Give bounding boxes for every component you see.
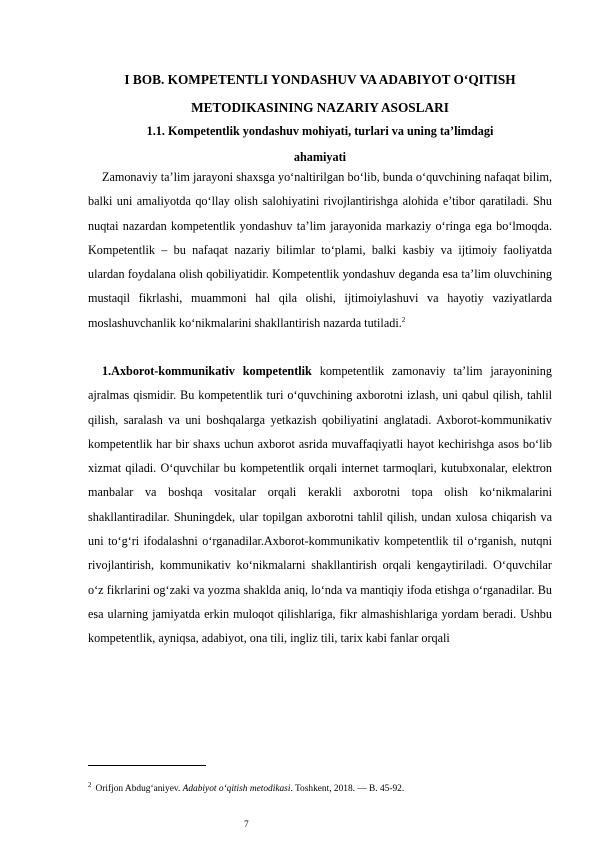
page-number: 7 bbox=[244, 820, 249, 830]
footnote-reference[interactable]: 2 bbox=[401, 315, 406, 324]
competence-term: 1.Axborot-kommunikativ kompetentlik bbox=[102, 364, 312, 378]
section-title bbox=[88, 118, 552, 170]
paragraph-intro-text: Zamonaviy ta’lim jarayoni shaxsga yo‘naltirilgan bo‘lib, bunda o‘quvchining nafaqat bilim, balki uni amaliyotda qo‘llay olish salohiyatini rivojlantirishga alohida e’tibor qaratiladi. Shu nuqtai nazardan kompetentlik yondashuv ta’lim jarayonida markaziy o‘ringa ega bo‘lmoqda. Kompetentlik – bu nafaqat nazariy bilimlar to‘plami, balki kasbiy va ijtimoiy faoliyatda ulardan foydalana olish qobiliyatidir. Kompetentlik yondashuv deganda esa ta’lim oluvchining mustaqil fikrlashi, muammoni hal qila olishi, ijtimoiylashuvi va hayotiy vaziyatlarda moslashuvchanlik ko‘nikmalarini shakllantirish nazarda tutiladi. bbox=[88, 170, 552, 330]
section-title-line1: 1.1. Kompetentlik yondashuv mohiyati, turlari va uning ta’limdagi bbox=[146, 124, 494, 138]
footnote-number: 2 bbox=[88, 780, 92, 789]
footnote-divider bbox=[88, 765, 206, 766]
footnote-details: . Toshkent, 2018. — B. 45-92. bbox=[290, 784, 405, 794]
footnote-author: Orifjon Abdug‘aniyev. bbox=[95, 784, 181, 794]
section-title-line2: ahamiyati bbox=[293, 150, 347, 164]
chapter-title bbox=[88, 66, 552, 122]
paragraph-competence bbox=[88, 359, 552, 651]
paragraph-competence-text: kompetentlik zamonaviy ta’lim jarayonining ajralmas qismidir. Bu kompetentlik turi o‘quvchining axborotni izlash, uni qabul qilish, tahlil qilish, saralash va uni boshqalarga yetkazish qobiliyatini anglatadi. Axborot-kommunikativ kompetentlik har bir shaxs uchun axborot asrida muvaffaqiyatli hayot kechirishga asos bo‘lib xizmat qiladi. O‘quvchilar bu kompetentlik orqali internet tarmoqlari, kutubxonalar, elektron manbalar va boshqa vositalar orqali kerakli axborotni topa olish ko‘nikmalarini shakllantiradilar. Shuningdek, ular topilgan axborotni tahlil qilish, undan xulosa chiqarish va uni to‘g‘ri ifodalashni o‘rganadilar.Axborot-kommunikativ kompetentlik til o‘rganish, nutqni rivojlantirish, kommunikativ ko‘nikmalarni shakllantirish orqali kengaytiriladi. O‘quvchilar o‘z fikrlarini og‘zaki va yozma shaklda aniq, lo‘nda va mantiqiy ifoda etishga o‘rganadilar. Bu esa ularning jamiyatda erkin muloqot qilishlariga, fikr almashishlariga yordam beradi. Ushbu kompetentlik, ayniqsa, adabiyot, ona tili, ingliz tili, tarix kabi fanlar orqali bbox=[88, 364, 552, 646]
paragraph-intro bbox=[88, 165, 552, 335]
footnote bbox=[88, 780, 558, 796]
footnote-book-title: Adabiyot o‘qitish metodikasi bbox=[182, 784, 291, 794]
chapter-title-line2: METODIKASINING NAZARIY ASOSLARI bbox=[191, 100, 449, 115]
chapter-title-line1: I BOB. KOMPETENTLI YONDASHUV VA ADABIYOT O‘QITISH bbox=[124, 72, 516, 87]
